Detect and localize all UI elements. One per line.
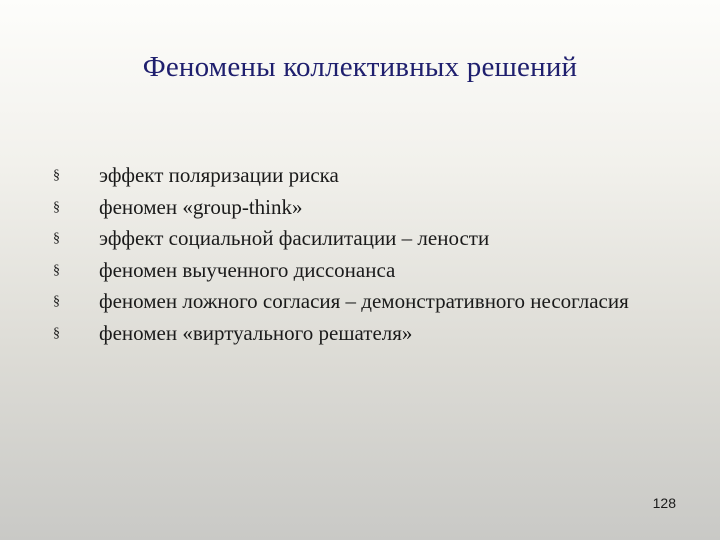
bullet-item <box>53 255 653 287</box>
bullet-marker-icon: § <box>53 199 60 215</box>
bullet-list <box>53 160 653 349</box>
bullet-marker-icon: § <box>53 231 60 246</box>
bullet-item <box>53 286 653 318</box>
bullet-marker-icon: § <box>53 262 60 278</box>
bullet-text: эффект социальной фасилитации – лености <box>99 226 490 250</box>
bullet-text: феномен «group-think» <box>99 194 303 219</box>
bullet-text: феномен выученного диссонанса <box>99 257 396 282</box>
bullet-item <box>53 223 653 255</box>
bullet-item <box>53 160 653 192</box>
bullet-text: эффект поляризации риска <box>99 163 339 187</box>
slide-title: Феномены коллективных решений <box>142 51 578 83</box>
bullet-marker-icon: § <box>53 168 60 183</box>
bullet-text: феномен ложного согласия – демонстративного несогласия <box>99 289 629 313</box>
bullet-item <box>53 318 653 350</box>
bullet-item <box>53 192 653 224</box>
page-number: 128 <box>652 495 676 511</box>
bullet-marker-icon: § <box>53 294 60 309</box>
bullet-text: феномен «виртуального решателя» <box>99 320 413 345</box>
bullet-marker-icon: § <box>53 325 60 341</box>
